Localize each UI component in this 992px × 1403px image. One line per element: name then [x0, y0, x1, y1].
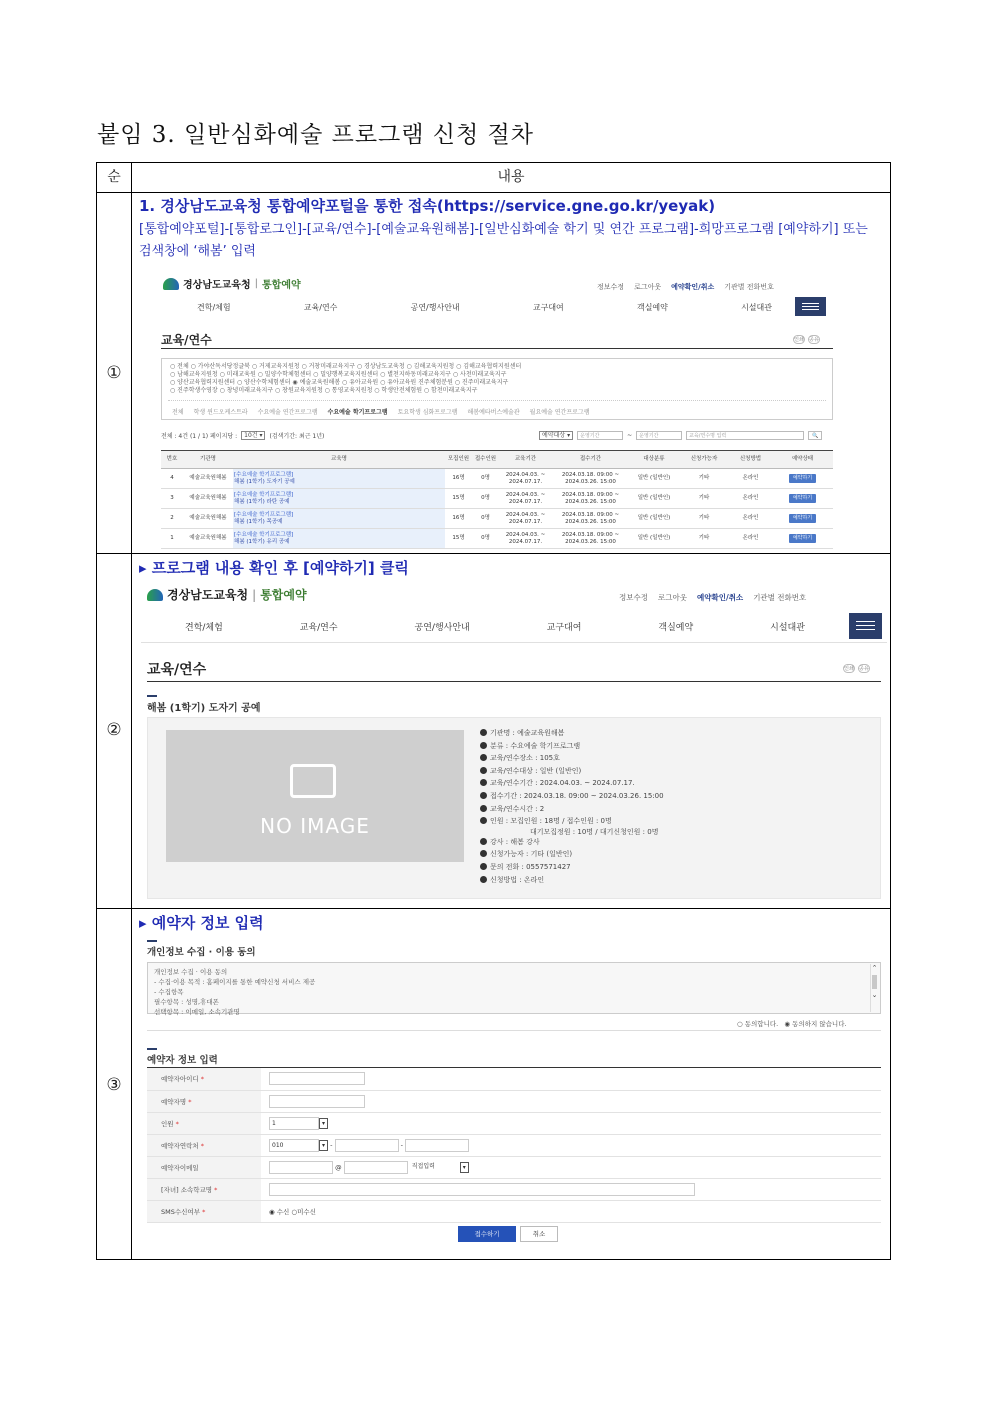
search-controls: 예약대상 ▾ 운영기간 ~ 운영기간 교육/연수명 입력 🔍 [539, 431, 822, 440]
chevron-down-icon[interactable]: ▾ [319, 1140, 328, 1151]
bullet-icon [480, 838, 487, 845]
per-page-select[interactable]: 10건 ▾ [241, 431, 265, 440]
form-heading: 예약자 정보 입력 [147, 1052, 218, 1066]
reserve-button[interactable]: 예약하기 [789, 514, 816, 523]
bullet-icon [480, 767, 487, 774]
nav-events[interactable]: 공연/행사안내 [414, 623, 470, 633]
table-row: 1 예술교육원해봄 [수요예술 학기프로그램] 해봄 (1학기) 유리 공예 15명 0명 2024.04.03. ~ 2024.07.17. 2024.03.18. 09:00 ~ 2024.03.26. 15:00 일반 (일반인) 기타 온라인 예약하기 [161, 529, 833, 549]
util-menu [597, 282, 774, 292]
no-image-text: NO IMAGE [260, 814, 370, 838]
program-link[interactable]: [수요예술 학기프로그램] 해봄 (1학기) 유리 공예 [233, 529, 445, 549]
util-menu [619, 592, 806, 603]
bullet-icon [480, 817, 487, 824]
chevron-down-icon[interactable]: ▾ [319, 1118, 328, 1129]
bullet-icon [480, 754, 487, 761]
share-tools [793, 335, 820, 344]
bullet-icon [480, 729, 487, 736]
program-link[interactable]: [수요예술 학기프로그램] 해봄 (1학기) 라탄 공예 [233, 489, 445, 509]
form-row-id: 예약자아이디 * [147, 1068, 881, 1090]
program-table [161, 450, 833, 549]
table-row: 4 예술교육원해봄 [수요예술 학기프로그램] 해봄 (1학기) 도자기 공예 16명 0명 2024.04.03. ~ 2024.07.17. 2024.03.18. 09:00 ~ 2024.03.26. 15:00 일반 (일반인) 기타 온라인 예약하기 [161, 469, 833, 489]
bullet-icon [480, 863, 487, 870]
row-divider [97, 553, 890, 554]
school-name-input[interactable] [269, 1183, 695, 1196]
util-logout[interactable]: 로그아웃 [657, 593, 687, 602]
nav-events[interactable]: 공연/행사안내 [410, 303, 460, 312]
step-marker-3: ③ [106, 1075, 122, 1095]
cancel-button[interactable]: 취소 [520, 1226, 558, 1242]
sms-no-radio[interactable]: ○미수신 [291, 1207, 316, 1216]
screenshot-reservation-form [141, 938, 887, 1256]
step-1-title: 1. 경상남도교육청 통합예약포털을 통한 접속(https://service.gne.go.kr/yeyak) [139, 197, 716, 215]
table-row: 2 예술교육원해봄 [수요예술 학기프로그램] 해봄 (1학기) 목공예 16명 0명 2024.04.03. ~ 2024.07.17. 2024.03.18. 09:00 ~ 2024.03.26. 15:00 일반 (일반인) 기타 온라인 예약하기 [161, 509, 833, 529]
header-content: 내용 [497, 169, 525, 185]
reserve-button[interactable]: 예약하기 [789, 494, 816, 503]
step-marker-2: ② [106, 720, 122, 740]
sms-yes-radio[interactable]: ◉ 수신 [269, 1207, 290, 1216]
category-all[interactable]: 전체 [172, 409, 184, 416]
page-title: 교육/연수 [147, 662, 207, 678]
total-count: 전체 : 4건 (1 / 1) 페이지당 : [161, 433, 238, 440]
phone-prefix-select[interactable]: 010 [269, 1139, 319, 1152]
step-marker-1: ① [106, 363, 122, 383]
camera-icon [290, 764, 336, 798]
util-reservation-check[interactable]: 예약확인/취소 [671, 283, 715, 291]
phone-last-input[interactable] [405, 1139, 469, 1152]
nav-facility[interactable]: 시설대관 [770, 623, 805, 633]
util-logout[interactable]: 로그아웃 [634, 283, 662, 291]
institution-radios[interactable]: ○ 전체 ○ 가야산독서당정글북 ○ 거제교육지원청 ○ 거창미래교육지구 ○ 경상남도교육청 ○ 김해교육지원청 ○ 김해교육협력지원센터 ○ 남해교육지원청 ○ 미래교육원 ○ 밀양수학체험센터 ○ 밀양행복교육지원센터 ○ 별천지하동미래교육지구 ○ 사천미래교육지구 ○ 양산교육협력지원센터 ○ 양산수학체험센터 ◉ 예술교육원해봄 ○ 유아교육원 ○ 유아교육원 진주체험분원 ○ 진주미래교육지구 ○ 진주학생수영장 ○ 창녕미래교육지구 ○ 창원교육지원청 ○ 통영교육지원청 ○ 학생안전체험원 ○ 함천미래교육지구 [170, 363, 522, 394]
bullet-icon [480, 742, 487, 749]
row-divider [97, 908, 890, 909]
keyword-input[interactable]: 교육/연수명 입력 [686, 431, 804, 440]
date-to-input[interactable]: 운영기간 [636, 431, 682, 440]
screenshot-program-detail [141, 582, 887, 906]
form-row-sms: SMS수신여부 * ◉ 수신 ○미수신 [147, 1200, 881, 1222]
nav-rooms[interactable]: 객실예약 [636, 303, 668, 312]
search-period: (검색기간: 최근 1년) [269, 433, 325, 440]
form-row-phone: 예약자연락처 * 010 ▾ - - [147, 1134, 881, 1156]
nav-rooms[interactable]: 객실예약 [658, 623, 694, 633]
category-mon-annual[interactable]: 월요예술 연간프로그램 [529, 409, 590, 416]
bullet-icon [480, 779, 487, 786]
table-header-row: 번호 기관명 교육명 모집인원 접수인원 교육기간 접수기간 대상분류 신청가능자 신청방법 예약상태 [161, 451, 833, 469]
program-link[interactable]: [수요예술 학기프로그램] 해봄 (1학기) 도자기 공예 [233, 469, 445, 489]
util-phonebook[interactable]: 기관별 전화번호 [753, 593, 807, 602]
nav-tour[interactable]: 견학/체험 [197, 303, 231, 312]
util-phonebook[interactable]: 기관별 전화번호 [724, 283, 774, 291]
menu-icon[interactable] [795, 297, 826, 316]
target-select[interactable]: 예약대상 ▾ [539, 431, 573, 440]
site-logo: 경상남도교육청 | 통합예약 [147, 586, 307, 603]
reserve-button[interactable]: 예약하기 [789, 474, 816, 483]
list-summary [161, 431, 324, 440]
bullet-icon [480, 792, 487, 799]
no-image-placeholder [166, 730, 464, 862]
consent-scrollbar[interactable]: ⌃ ⌄ [870, 964, 878, 1012]
form-row-email: 예약자이메일 @ 직접입력 ▾ [147, 1156, 881, 1178]
util-edit-info[interactable]: 정보수정 [597, 283, 625, 291]
row-divider [97, 192, 890, 193]
print-icon[interactable]: 인쇄 [794, 337, 804, 343]
document-title: 붙임 3. 일반심화예술 프로그램 신청 절차 [97, 122, 534, 148]
consent-text-box[interactable]: 개인정보 수집 · 이용 동의 - 수집·이용 목적 : 홈페이지를 통한 예약신청 서비스 제공 - 수집항목 필수항목 : 성명,휴대폰 선택항목 : 이메일, 소속기관명 [147, 962, 881, 1014]
form-row-name: 예약자명 * [147, 1090, 881, 1112]
category-tabs [172, 407, 590, 416]
email-domain-select[interactable]: 직접입력 [411, 1162, 435, 1170]
table-row: 3 예술교육원해봄 [수요예술 학기프로그램] 해봄 (1학기) 라탄 공예 15명 0명 2024.04.03. ~ 2024.07.17. 2024.03.18. 09:00 ~ 2024.03.26. 15:00 일반 (일반인) 기타 온라인 예약하기 [161, 489, 833, 509]
category-bus-art[interactable]: 해봄예타버스예술관 [467, 409, 520, 416]
email-domain-input[interactable] [344, 1161, 408, 1174]
nav-tour[interactable]: 견학/체험 [185, 623, 223, 633]
step-3-title: ▸ 예약자 정보 입력 [139, 914, 264, 932]
site-logo: 경상남도교육청 | 통합예약 [163, 276, 301, 291]
procedure-table [96, 162, 891, 1260]
share-icon[interactable]: 공유 [859, 666, 869, 672]
category-wed-annual[interactable]: 수요예술 연간프로그램 [257, 409, 318, 416]
bullet-icon [480, 805, 487, 812]
menu-icon[interactable] [849, 613, 882, 639]
nav-education[interactable]: 교육/연수 [299, 623, 338, 633]
bullet-icon [480, 876, 487, 883]
bullet-icon [480, 850, 487, 857]
category-wed-semester[interactable]: 수요예술 학기프로그램 [327, 409, 388, 416]
search-icon[interactable]: 🔍 [808, 431, 822, 440]
program-link[interactable]: [수요예술 학기프로그램] 해봄 (1학기) 목공예 [233, 509, 445, 529]
category-sat-advanced[interactable]: 토요학생 심화프로그램 [397, 409, 458, 416]
reservation-form-table [147, 1068, 881, 1223]
reserver-id-input[interactable] [269, 1072, 365, 1085]
util-edit-info[interactable]: 정보수정 [619, 593, 648, 602]
reserve-button[interactable]: 예약하기 [789, 534, 816, 543]
logo-icon [147, 589, 163, 601]
nav-education[interactable]: 교육/연수 [303, 303, 338, 312]
consent-options [737, 1019, 847, 1028]
logo-icon [163, 278, 179, 290]
screenshot-program-list [157, 272, 841, 551]
email-id-input[interactable] [269, 1161, 333, 1174]
header-order: 순 [107, 169, 121, 185]
nav-facility[interactable]: 시설대관 [741, 303, 772, 312]
step-2-title: ▸ 프로그램 내용 확인 후 [예약하기] 클릭 [139, 559, 409, 577]
consent-heading: 개인정보 수집 · 이용 동의 [147, 944, 256, 958]
print-icon[interactable]: 인쇄 [844, 666, 854, 672]
util-reservation-check[interactable]: 예약확인/취소 [696, 593, 744, 602]
main-nav [185, 620, 805, 633]
share-tools [843, 664, 870, 673]
phone-middle-input[interactable] [335, 1139, 399, 1152]
headcount-select[interactable]: 1 [269, 1117, 319, 1130]
filter-box [161, 358, 833, 420]
nav-rental[interactable]: 교구대여 [532, 303, 564, 312]
form-row-count: 인원 * 1 ▾ [147, 1112, 881, 1134]
agree-radio[interactable]: ○ 동의합니다. [737, 1020, 779, 1028]
column-divider [131, 163, 132, 1259]
disagree-radio[interactable]: ◉ 동의하지 않습니다. [784, 1020, 847, 1028]
submit-button[interactable]: 접수하기 [458, 1226, 516, 1242]
program-detail-box [147, 717, 881, 899]
chevron-down-icon[interactable]: ▾ [460, 1162, 469, 1173]
category-wind-orchestra[interactable]: 학생 윈드오케스트라 [193, 409, 248, 416]
form-row-school: [자녀] 소속학교명 * [147, 1178, 881, 1200]
nav-rental[interactable]: 교구대여 [546, 623, 582, 633]
date-from-input[interactable]: 운영기간 [577, 431, 623, 440]
main-nav [197, 302, 772, 313]
program-info-list: 기관명 : 예술교육원해봄 분류 : 수요예술 학기프로그램 교육/연수장소 : 105호 교육/연수대상 : 일반 (일반인) 교육/연수기간 : 2024.04.03. ~ 2024.07.17. 접수기간 : 2024.03.18. 09:00 ~ 2024.03.26. 15:00 교육/연수시간 : 2 인원 : 모집인원 : 18명 / 접수인원 : 0명 대기모집정원 : 10명 / 대기신청인원 : 0명 강사 : 해봄 강사 신청가능자 : 기타 (일반인) 문의 전화 : 0557571427 신청방법 : 온라인 [480, 727, 664, 886]
share-icon[interactable]: 공유 [809, 337, 819, 343]
program-title: 해봄 (1학기) 도자기 공예 [147, 699, 260, 714]
reserver-name-input[interactable] [269, 1095, 365, 1108]
page-title: 교육/연수 [161, 333, 212, 347]
step-1-instructions: [통합예약포털]-[통합로그인]-[교육/연수]-[예술교육원해봄]-[일반심화예술 학기 및 연간 프로그램]-희망프로그램 [예약하기] 또는 검색창에 ‘해봄’ 입력 [139, 222, 868, 259]
